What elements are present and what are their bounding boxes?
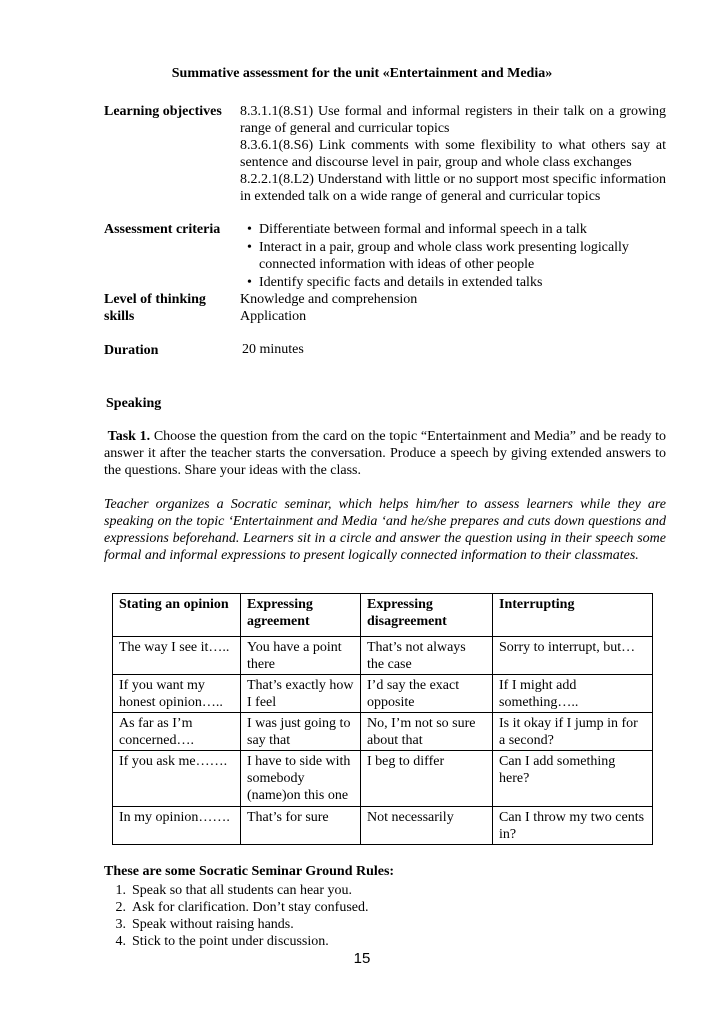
bullet-icon: •	[247, 222, 252, 237]
thinking-skills-values	[240, 291, 666, 325]
column-header: Stating an opinion	[113, 594, 241, 637]
criteria-item: • Differentiate between formal and informal speech in a talk	[247, 222, 587, 237]
criteria-item: • Identify specific facts and details in extended talks	[247, 275, 543, 290]
phrases-table	[112, 593, 653, 845]
speaking-heading: Speaking	[106, 396, 162, 411]
table-header-row	[113, 594, 653, 637]
table-cell: Sorry to interrupt, but…	[493, 637, 653, 675]
table-cell: I have to side with somebody (name)on this one	[241, 751, 361, 807]
table-row	[113, 675, 653, 713]
teacher-note: Teacher organizes a Socratic seminar, which helps him/her to assess learners while they are speaking on the topic ‘Entertainment and Media ‘and he/she prepares and cuts down questions and expressions beforehand. Learners sit in a circle and answer the question using in their speech some formal and informal expressions to present logically connected information to their classmates.	[104, 497, 666, 563]
table-cell: The way I see it…..	[113, 637, 241, 675]
page-title: Summative assessment for the unit «Entertainment and Media»	[171, 66, 553, 81]
bullet-icon: •	[247, 240, 252, 255]
table-cell: That’s for sure	[241, 807, 361, 845]
table-cell: In my opinion…….	[113, 807, 241, 845]
table-row	[113, 807, 653, 845]
list-item: 1. Speak so that all students can hear you.	[115, 883, 353, 898]
table-cell: You have a point there	[241, 637, 361, 675]
bullet-icon: •	[247, 275, 252, 290]
ground-rules-heading: These are some Socratic Seminar Ground Rules:	[104, 864, 395, 879]
task-instructions	[104, 428, 666, 479]
learning-objectives-list	[240, 103, 666, 205]
column-header: Expressing agreement	[241, 594, 361, 637]
table-cell: I was just going to say that	[241, 713, 361, 751]
thinking-skills-label: Level of thinking skills	[104, 292, 206, 324]
table-cell: As far as I’m concerned….	[113, 713, 241, 751]
table-row	[113, 713, 653, 751]
duration-value: 20 minutes	[242, 342, 304, 357]
ground-rules-list	[104, 882, 369, 950]
table-cell: If you want my honest opinion…..	[113, 675, 241, 713]
assessment-criteria-list	[240, 221, 666, 292]
task-text: Choose the question from the card on the topic “Entertainment and Media” and be ready to answer it after the teacher starts the conversation. Produce a speech by giving extended answers to the questions. Share your ideas with the class.	[104, 429, 667, 478]
thinking-skill: Application	[240, 309, 307, 324]
column-header: Expressing disagreement	[361, 594, 493, 637]
table-cell: If you ask me…….	[113, 751, 241, 807]
list-item: 4. Stick to the point under discussion.	[115, 934, 329, 949]
assessment-criteria-label: Assessment criteria	[104, 222, 221, 237]
table-cell: No, I’m not so sure about that	[361, 713, 493, 751]
objective-item: 8.3.6.1(8.S6) Link comments with some flexibility to what others say at sentence and discourse level in pair, group and whole class exchanges	[240, 138, 666, 170]
learning-objectives-label: Learning objectives	[104, 104, 222, 119]
table-cell: That’s not always the case	[361, 637, 493, 675]
table-row	[113, 751, 653, 807]
table-cell: I beg to differ	[361, 751, 493, 807]
duration-label: Duration	[104, 343, 159, 358]
list-item: 2. Ask for clarification. Don’t stay confused.	[115, 900, 369, 915]
table-cell: Can I throw my two cents in?	[493, 807, 653, 845]
page-number: 15	[353, 950, 371, 967]
thinking-skill: Knowledge and comprehension	[240, 292, 418, 307]
table-cell: Not necessarily	[361, 807, 493, 845]
objective-item: 8.3.1.1(8.S1) Use formal and informal registers in their talk on a growing range of general and curricular topics	[240, 104, 666, 136]
task-label: Task 1.	[107, 429, 151, 444]
table-cell: If I might add something…..	[493, 675, 653, 713]
table-cell: That’s exactly how I feel	[241, 675, 361, 713]
objective-item: 8.2.2.1(8.L2) Understand with little or no support most specific information in extended talk on a wide range of general and curricular topics	[240, 172, 666, 204]
list-item: 3. Speak without raising hands.	[115, 917, 294, 932]
table-cell: Can I add something here?	[493, 751, 653, 807]
table-cell: I’d say the exact opposite	[361, 675, 493, 713]
table-row	[113, 637, 653, 675]
table-cell: Is it okay if I jump in for a second?	[493, 713, 653, 751]
criteria-item: • Interact in a pair, group and whole class work presenting logically connected information with ideas of other people	[247, 240, 629, 272]
column-header: Interrupting	[493, 594, 653, 637]
